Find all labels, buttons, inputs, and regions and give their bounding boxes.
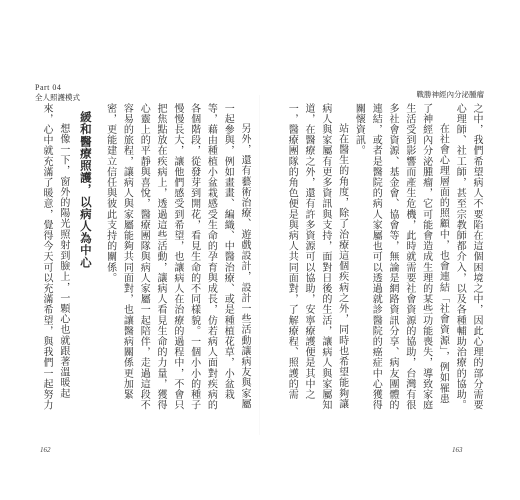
right-running-header: 戰勝神經內分泌腫瘤 bbox=[416, 90, 484, 99]
page-gutter bbox=[259, 95, 260, 435]
section-heading: 緩和醫療照護，以病人為中心 bbox=[78, 111, 93, 269]
left-running-header bbox=[35, 83, 80, 102]
paragraph: 想像一下，窗外的陽光照射到臉上，一顆心也就跟著溫暖起來，心中就充滿了暖意，覺得今天可以充滿希望，與我們一起努力 bbox=[41, 103, 69, 411]
right-page-number: 163 bbox=[452, 446, 463, 454]
paragraph: 之中，我們希望病人不要陷在這個困境之中，因此心理的部分需要心理師、社工師，甚至宗教師都介入，以及各種輔助治療的協助。 bbox=[454, 103, 482, 411]
part-number: Part 04 bbox=[35, 83, 62, 92]
left-page-body bbox=[40, 103, 252, 413]
paragraph: 站在醫生的角度，除了治療這個疾病之外，同時也希望能夠讓病人與家屬有更多資訊與支持，面對日後的生活，讓病人與家屬知道，在醫療之外，還有許多資源可以協助，安寧療護便是其中之一，醫療團隊的角色便是與病人共同面對，了解療程、照護的需 bbox=[286, 103, 348, 411]
paragraph: 另外，還有藝術治療、遊戲設計，設計一些活動讓病友與家屬一起參與，例如畫畫、編織、中醫治療、或是種植花草，小盆栽等，藉由種植小盆栽感受生命的孕育與成長，仿若病人面對疾病的各個階段，從發芽到開花，看見生命的不同樣貌。一個小小的種子慢慢長大，讓他們感受到希望，也讓病人在治療的過程中，不會只把焦點放在疾病上，透過這些活動，讓病人看見生命的力量，獲得心靈上的平靜與喜悅，醫療團隊與病人家屬一起陪伴，走過這段不容易的旅程，讓病人與家屬能夠共同面對，也讓醫病關係更加緊密，更能建立信任與彼此支持的關係。 bbox=[104, 103, 250, 411]
part-title: 全人照護模式 bbox=[35, 93, 80, 102]
right-page-body bbox=[286, 103, 484, 413]
paragraph: 在社會心理層面的照顧中，也會連結「社會資源」，例如罹患了神經內分泌腫瘤，它可能會造成生理的某些功能喪失，導致家庭生活受到影響而產生危機，此時就需要社會資源的協助，台灣有很多社會資源、基金會、協會等，無論是網路資訊分享、病友團體的連結，或者是醫院的病人家屬也可以透過就診醫院的癌症中心獲得關懷資訊。 bbox=[353, 103, 449, 411]
left-page-number: 162 bbox=[40, 446, 51, 454]
